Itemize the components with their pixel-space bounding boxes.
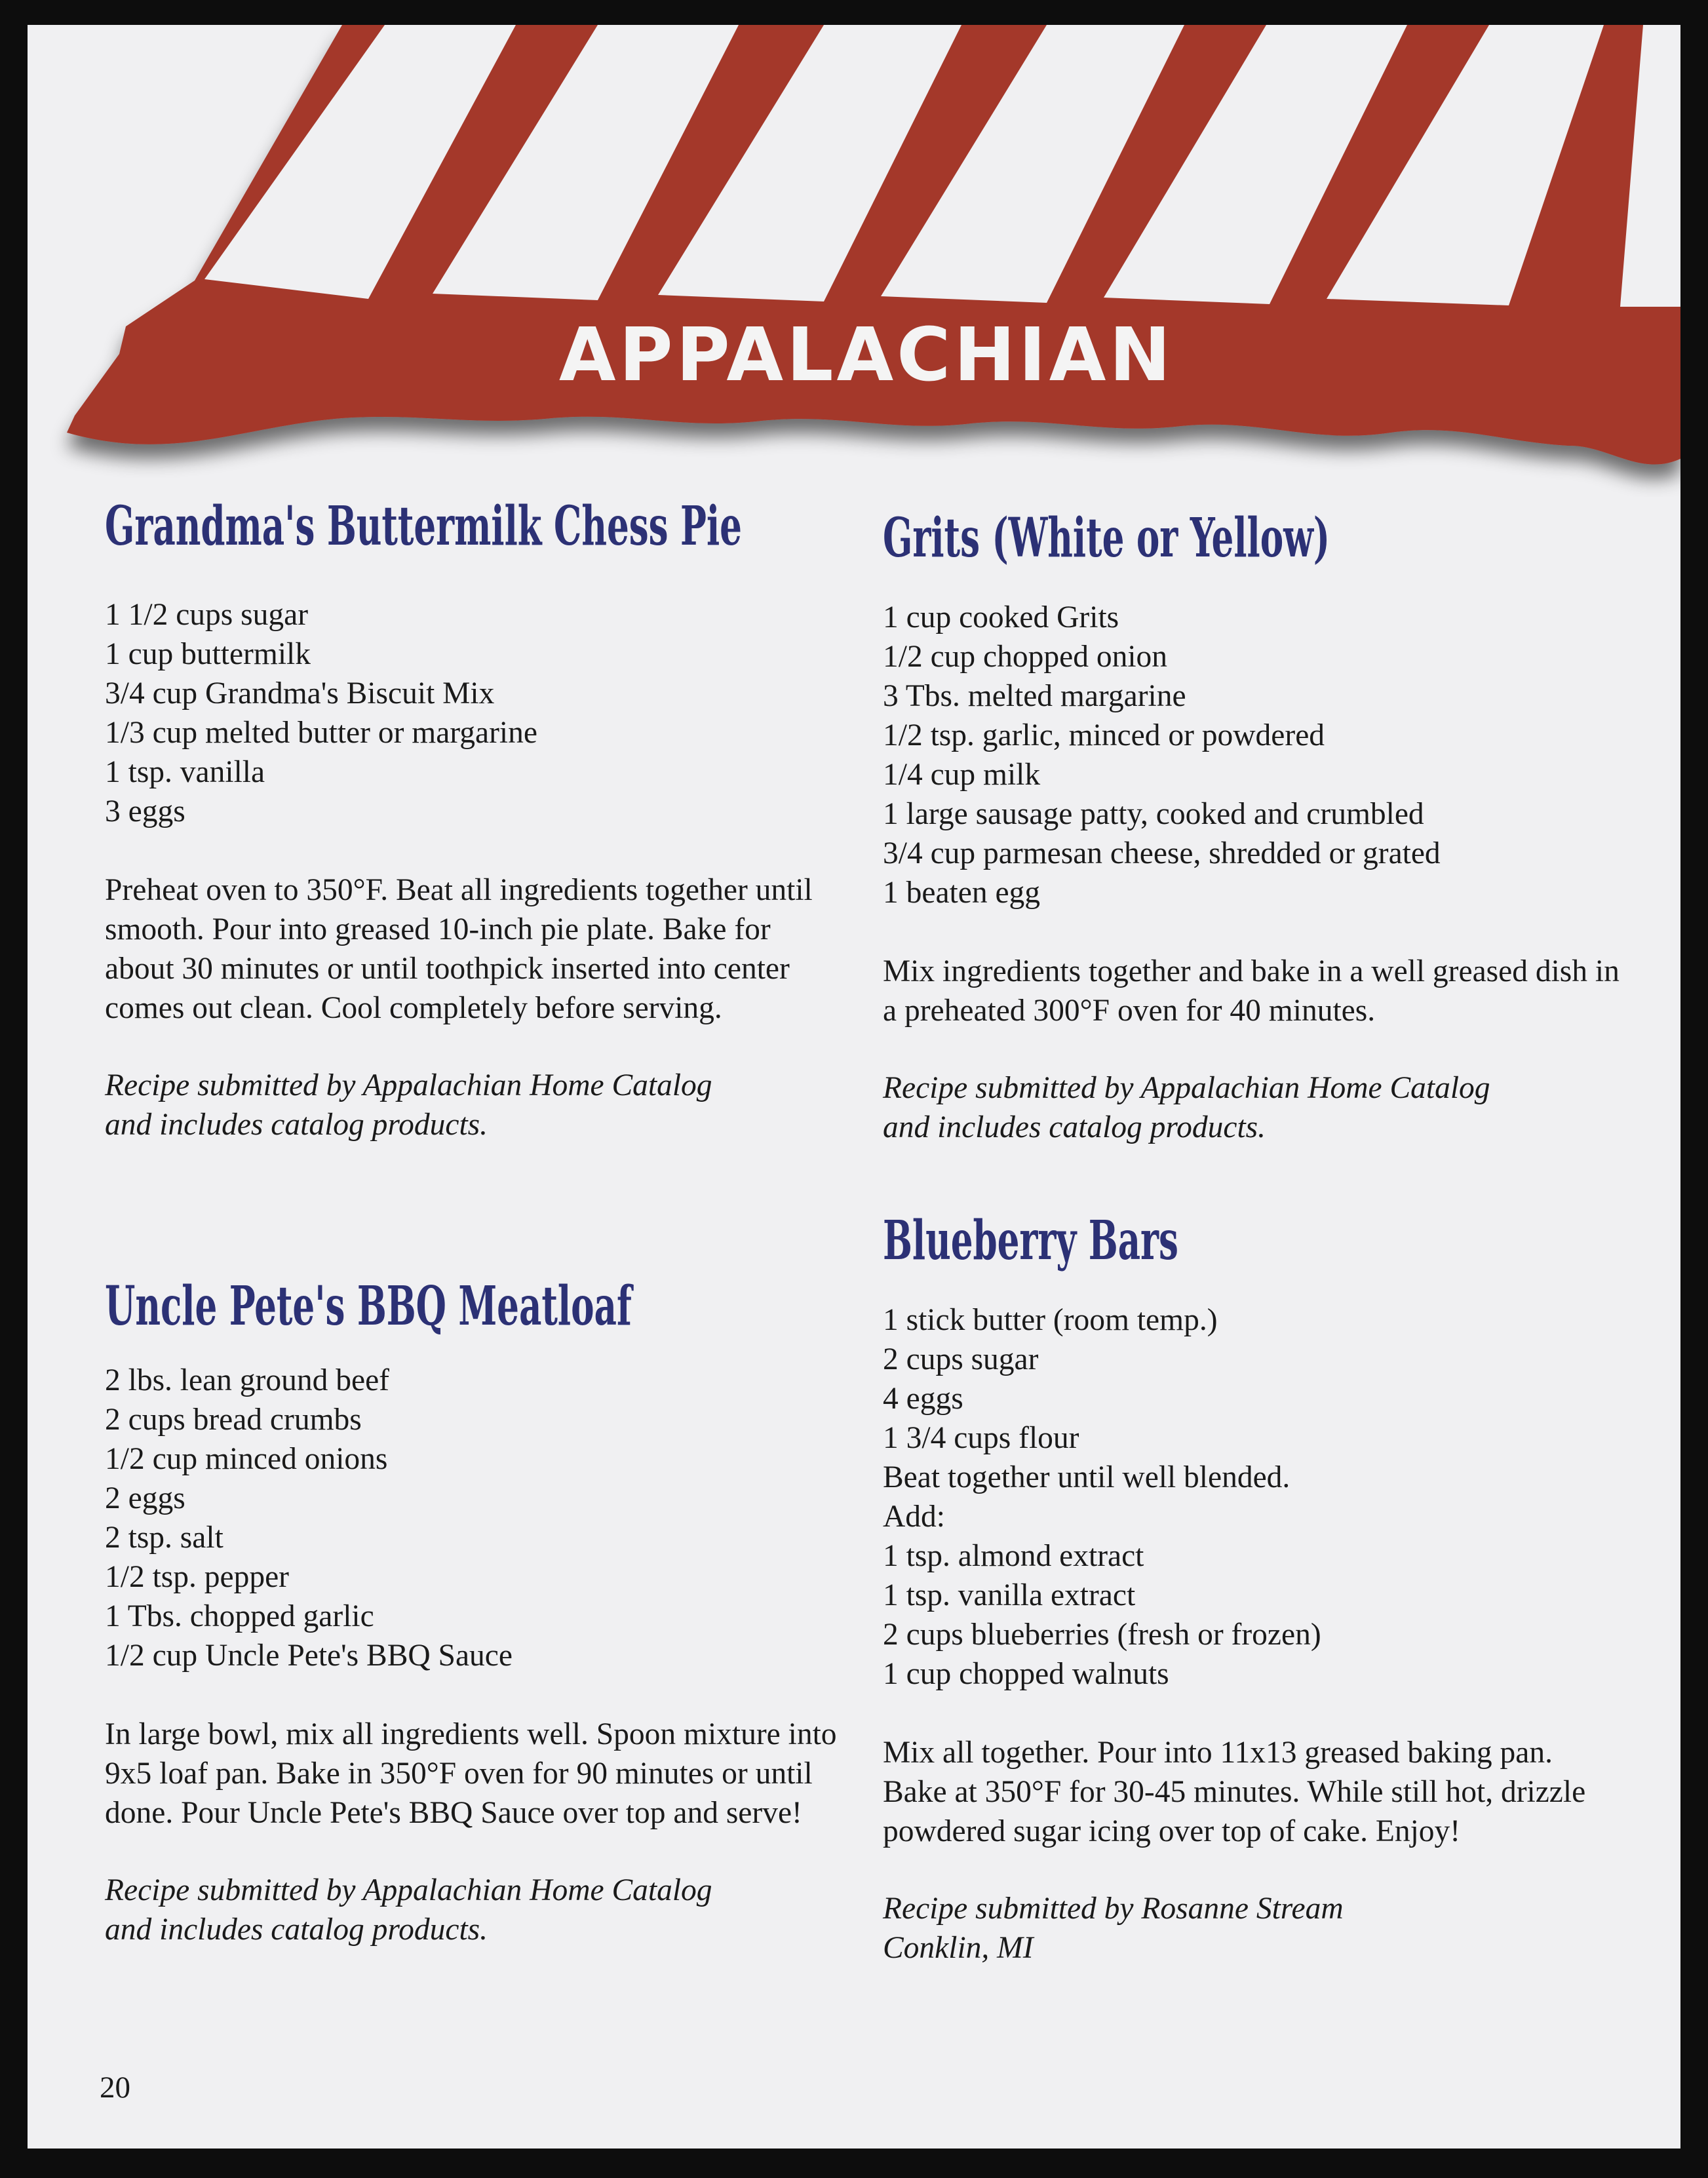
- ingredient-item: 2 eggs: [105, 1481, 185, 1516]
- ingredient-item: Beat together until well blended.: [883, 1460, 1291, 1495]
- ingredient-item: 4 eggs: [883, 1382, 963, 1416]
- credit-line: Conklin, MI: [883, 1931, 1034, 1966]
- striped-awning-banner: [28, 25, 1680, 497]
- recipe-credit: [883, 1889, 1623, 1968]
- ingredient-item: 2 cups sugar: [883, 1342, 1039, 1377]
- credit-line: and includes catalog products.: [105, 1108, 488, 1142]
- ingredient-item: 1 beaten egg: [883, 876, 1041, 910]
- ingredient-item: 1/2 tsp. garlic, minced or powdered: [883, 718, 1325, 753]
- ingredient-list: [883, 598, 1623, 912]
- ingredient-item: 1 stick butter (room temp.): [883, 1303, 1218, 1338]
- ingredient-item: 3 eggs: [105, 794, 185, 829]
- recipe-directions: Mix ingredients together and bake in a well greased dish in a preheated 300°F oven for 40 minutes.: [883, 954, 1620, 1028]
- cookbook-page: [28, 25, 1680, 2149]
- ingredient-item: 1 tsp. vanilla extract: [883, 1578, 1136, 1613]
- ingredient-item: Add:: [883, 1500, 945, 1534]
- ingredient-item: 1 3/4 cups flour: [883, 1421, 1079, 1456]
- recipe-directions: Mix all together. Pour into 11x13 greased baking pan. Bake at 350°F for 30-45 minutes. While still hot, drizzle powdered sugar icing over top of cake. Enjoy!: [883, 1736, 1586, 1849]
- ingredient-list: [105, 595, 845, 831]
- ingredient-item: 2 lbs. lean ground beef: [105, 1363, 389, 1398]
- ingredient-item: 1 large sausage patty, cooked and crumbled: [883, 797, 1424, 832]
- recipe-directions: Preheat oven to 350°F. Beat all ingredients together until smooth. Pour into greased 10-inch pie plate. Bake for about 30 minutes or until toothpick inserted into center comes out clean. Cool completely before serving.: [105, 873, 813, 1026]
- ingredient-item: 3 Tbs. melted margarine: [883, 679, 1186, 714]
- recipe-title: Uncle Pete's BBQ Meatloaf: [105, 1275, 632, 1338]
- recipe-grits: [883, 509, 1623, 1147]
- recipe-title: Grits (White or Yellow): [883, 507, 1330, 570]
- ingredient-item: 1 cup chopped walnuts: [883, 1657, 1169, 1692]
- recipe-credit: [105, 1871, 845, 1949]
- recipe-credit: [883, 1068, 1623, 1147]
- recipe-credit: [105, 1066, 845, 1144]
- ingredient-item: 1/2 cup minced onions: [105, 1442, 388, 1477]
- ingredient-item: 2 tsp. salt: [105, 1521, 223, 1555]
- credit-line: Recipe submitted by Rosanne Stream: [883, 1892, 1344, 1926]
- ingredient-item: 1 tsp. vanilla: [105, 755, 265, 790]
- recipe-chess-pie: [105, 497, 845, 1144]
- ingredient-item: 3/4 cup Grandma's Biscuit Mix: [105, 676, 495, 711]
- ingredient-item: 1/4 cup milk: [883, 758, 1041, 792]
- ingredient-item: 1/2 cup Uncle Pete's BBQ Sauce: [105, 1639, 513, 1673]
- recipe-title: Grandma's Buttermilk Chess Pie: [105, 495, 742, 558]
- ingredient-list: [105, 1361, 845, 1675]
- ingredient-item: 1 Tbs. chopped garlic: [105, 1599, 374, 1634]
- ingredient-item: 1 tsp. almond extract: [883, 1539, 1144, 1574]
- ingredient-item: 1 cup cooked Grits: [883, 600, 1119, 635]
- ingredient-item: 2 cups blueberries (fresh or frozen): [883, 1618, 1321, 1652]
- banner-title: APPALACHIAN: [558, 313, 1174, 398]
- recipe-blueberry-bars: [883, 1211, 1623, 1968]
- recipe-directions: In large bowl, mix all ingredients well. Spoon mixture into 9x5 loaf pan. Bake in 350°F oven for 90 minutes or until done. Pour Uncle Pete's BBQ Sauce over top and serve!: [105, 1717, 837, 1831]
- ingredient-item: 1 1/2 cups sugar: [105, 598, 309, 632]
- credit-line: and includes catalog products.: [883, 1110, 1266, 1145]
- ingredient-item: 2 cups bread crumbs: [105, 1403, 362, 1437]
- ingredient-item: 1/2 cup chopped onion: [883, 640, 1168, 674]
- ingredient-item: 1/3 cup melted butter or margarine: [105, 716, 537, 750]
- recipe-title: Blueberry Bars: [883, 1209, 1178, 1272]
- ingredient-item: 1/2 tsp. pepper: [105, 1560, 289, 1595]
- credit-line: Recipe submitted by Appalachian Home Catalog: [105, 1873, 712, 1908]
- ingredient-list: [883, 1300, 1623, 1694]
- credit-line: Recipe submitted by Appalachian Home Catalog: [105, 1068, 712, 1103]
- ingredient-item: 3/4 cup parmesan cheese, shredded or grated: [883, 836, 1441, 871]
- credit-line: and includes catalog products.: [105, 1913, 488, 1947]
- credit-line: Recipe submitted by Appalachian Home Catalog: [883, 1071, 1490, 1106]
- page-number: 20: [100, 2071, 130, 2105]
- ingredient-item: 1 cup buttermilk: [105, 637, 311, 672]
- recipe-bbq-meatloaf: [105, 1277, 845, 1949]
